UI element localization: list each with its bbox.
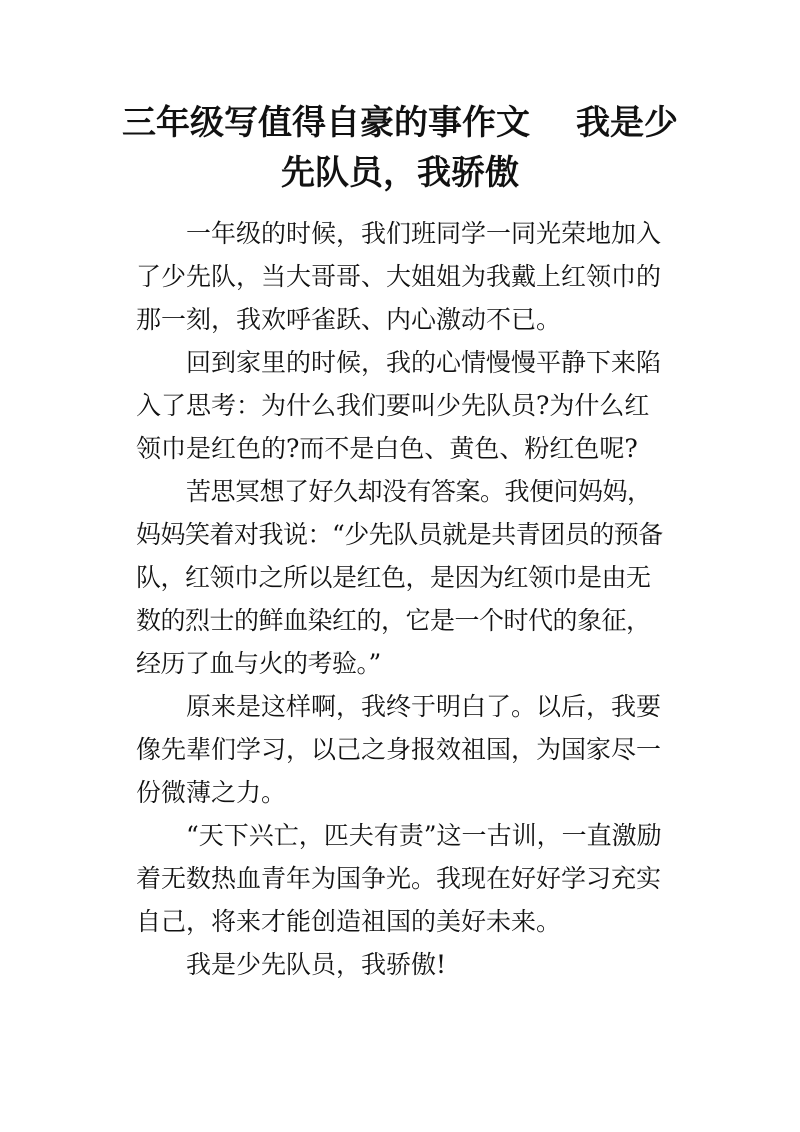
paragraph: 我是少先队员，我骄傲! — [186, 950, 447, 979]
title-part-1: 三年级写值得自豪的事作文 — [122, 103, 530, 143]
document-body — [136, 212, 666, 986]
paragraph: 原来是这样啊，我终于明白了。以后，我要像先辈们学习，以己之身报效祖国，为国家尽一份微薄之力。 — [136, 692, 662, 807]
title-part-3: 先队员，我骄傲 — [281, 153, 519, 193]
document-title — [100, 98, 700, 198]
paragraph: 一年级的时候，我们班同学一同光荣地加入了少先队，当大哥哥、大姐姐为我戴上红领巾的那一刻，我欢呼雀跃、内心激动不已。 — [136, 219, 662, 334]
paragraph: “天下兴亡，匹夫有责”这一古训，一直激励着无数热血青年为国争光。我现在好好学习充实自己，将来才能创造祖国的美好未来。 — [136, 821, 662, 936]
paragraph: 回到家里的时候，我的心情慢慢平静下来陷入了思考：为什么我们要叫少先队员?为什么红领巾是红色的?而不是白色、黄色、粉红色呢? — [136, 348, 662, 463]
title-part-2: 我是少 — [576, 103, 678, 143]
paragraph: 苦思冥想了好久却没有答案。我便问妈妈，妈妈笑着对我说：“少先队员就是共青团员的预备队，红领巾之所以是红色，是因为红领巾是由无数的烈士的鲜血染红的，它是一个时代的象征，经历了血与火的考验。” — [136, 477, 663, 678]
